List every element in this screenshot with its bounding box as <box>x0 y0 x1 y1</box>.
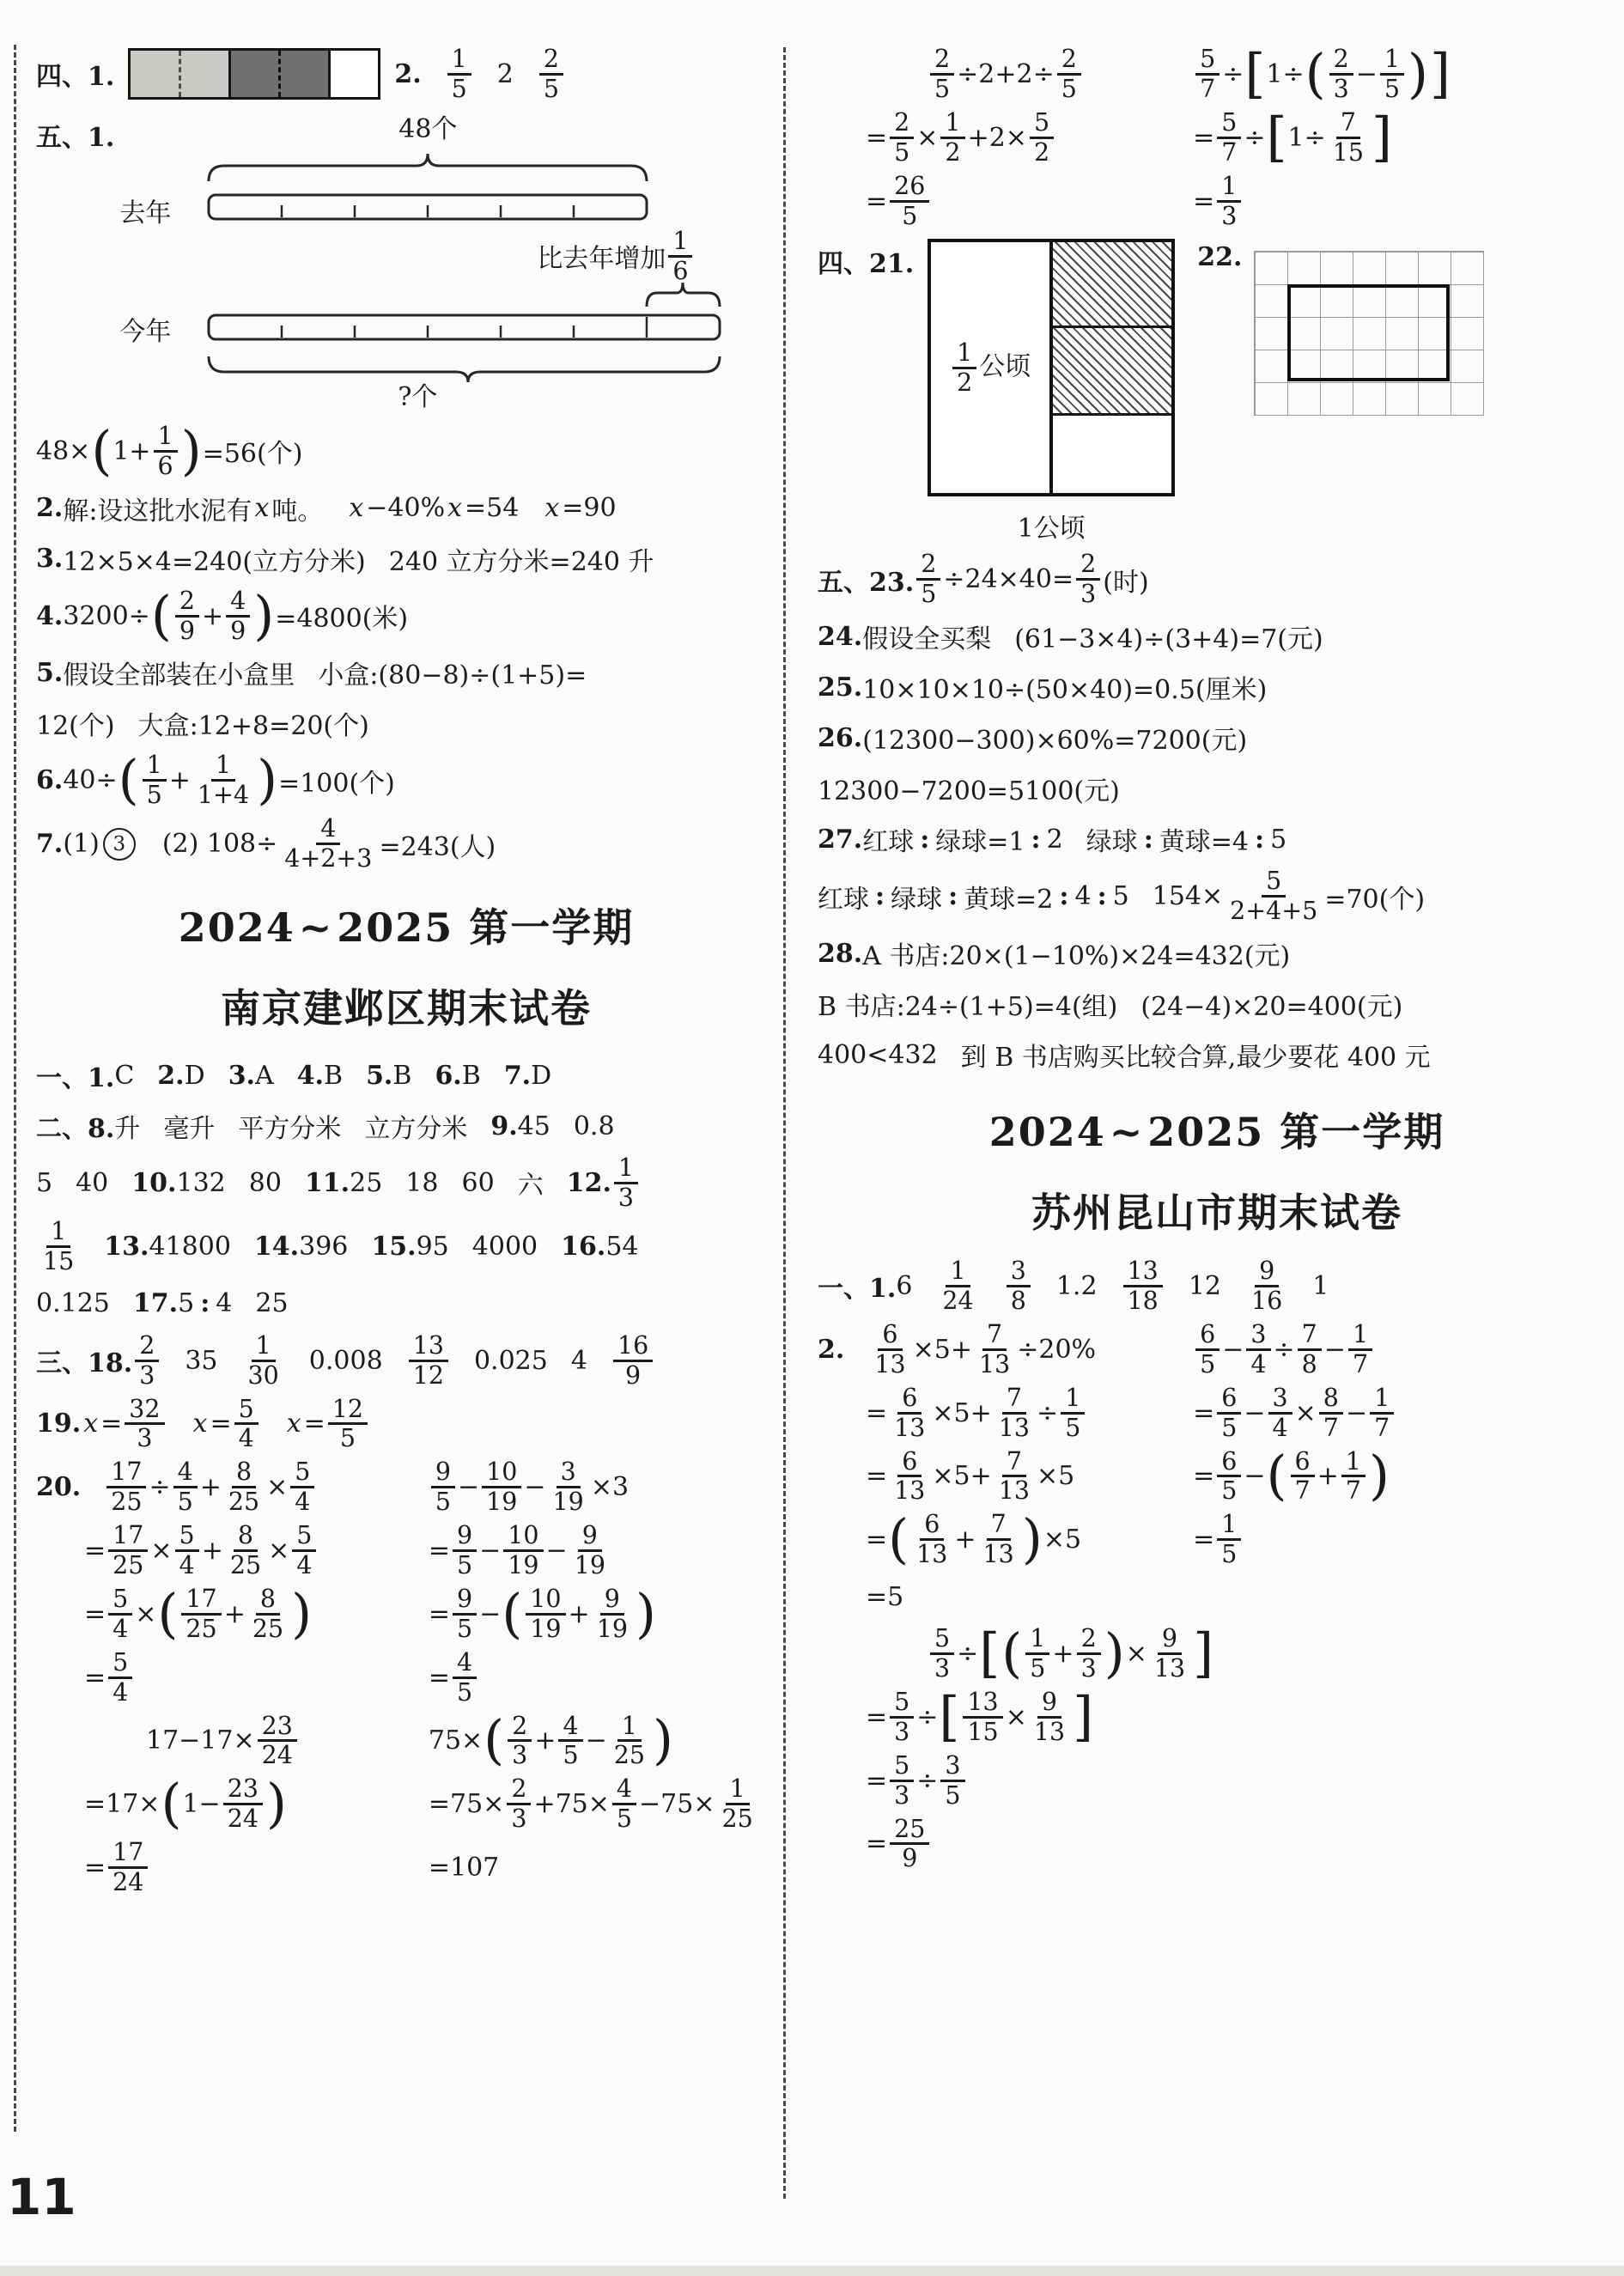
item-label: 22. <box>1197 242 1243 273</box>
answer-line <box>818 1622 1616 1684</box>
right-column <box>818 40 1616 1878</box>
answer-line <box>36 701 776 745</box>
math-text: 17−17× 23 24 <box>146 1713 300 1770</box>
square-right-half <box>1053 242 1171 493</box>
math-text: 20. 17 25 ÷ 4 5 + 8 25 × 5 4 <box>36 1458 317 1516</box>
math-text: 48× ( 1+ 1 6 ) =56(个) <box>36 419 303 482</box>
increase-label: 比去年增加 1 6 <box>537 228 695 285</box>
math-text: 4. 3200÷ ( 2 9 + 4 9 ) =4800(米) <box>36 584 409 647</box>
math-text: = 25 9 <box>866 1816 932 1873</box>
answer-line <box>36 537 776 581</box>
answer-line <box>818 614 1616 659</box>
item-label: 五、1. <box>36 122 115 153</box>
hatched-section <box>1053 242 1171 327</box>
white-section <box>1053 416 1171 493</box>
answer-line <box>818 867 1616 925</box>
last-year-label: 去年 <box>119 198 172 228</box>
math-text-right: = 6 5 − ( 6 7 + 1 7 ) <box>1193 1445 1390 1507</box>
this-year-bar <box>209 315 720 339</box>
item-label: 四、21. <box>818 249 915 280</box>
math-text-right: = 6 5 − 3 4 × 8 7 − 1 7 <box>1193 1384 1396 1442</box>
bar-segment-light <box>179 51 228 97</box>
answer-line <box>818 173 1616 230</box>
answer-line <box>818 817 1616 861</box>
top-brace <box>209 154 647 181</box>
answer-line <box>36 749 776 812</box>
answer-row-section5-item1 <box>36 109 776 417</box>
math-text: 1 15 13. 41800 14. 396 15. 95 4000 16. 54 <box>43 1216 639 1275</box>
item-label: 四、1. <box>36 62 115 93</box>
exam-title-city: 苏州昆山市期末试卷 <box>1031 1190 1402 1237</box>
math-text: = 17 25 × 5 4 + 8 25 × 5 4 <box>84 1522 319 1579</box>
answer-line <box>36 815 776 873</box>
math-text: 26. (12300−300)×60%=7200(元) <box>818 722 1248 757</box>
math-text: = 17 24 <box>84 1839 150 1896</box>
answers-group <box>36 419 776 873</box>
math-text: 6. 40÷ ( 1 5 + 1 1+4 ) =100(个) <box>36 749 395 812</box>
answer-line <box>36 650 776 695</box>
math-text: = ( 6 13 + 7 13 ) ×5 <box>866 1508 1082 1571</box>
answer-line <box>36 1281 776 1326</box>
answer-text: 2. 1 5 2 2 5 <box>394 46 566 103</box>
math-text-right: = 1 3 <box>1193 173 1244 230</box>
math-text: = 5 4 × ( 17 25 + 8 25 ) <box>84 1582 313 1645</box>
answer-line <box>818 665 1616 709</box>
math-text: 红球 : 绿球 : 黄球=2 : 4 : 5 154× 5 2+4+5 =70(个) <box>818 867 1426 926</box>
math-text-right: 75× ( 2 3 + 4 5 − 1 25 ) <box>428 1709 673 1772</box>
answer-line <box>818 1257 1616 1315</box>
answer-line <box>818 1384 1616 1442</box>
math-text: = 6 13 ×5+ 7 13 ÷ 1 5 <box>866 1384 1087 1442</box>
square-left-half <box>931 242 1053 493</box>
answer-line <box>36 1104 776 1148</box>
math-text-right: = 5 7 ÷ [ 1÷ 7 15 ] <box>1193 106 1393 168</box>
answer-line <box>36 1522 776 1579</box>
answer-line <box>818 1574 1616 1619</box>
math-text-right: = 4 5 <box>429 1649 479 1707</box>
math-text: = 26 5 <box>866 173 932 230</box>
bold-rectangle <box>1287 284 1450 381</box>
line-segment-diagram <box>114 109 776 417</box>
math-text: 二、8. 升 毫升 平方分米 立方分米 9. 45 0.8 <box>36 1111 615 1145</box>
answer-line <box>818 715 1616 760</box>
math-text: 0.125 17. 5 : 4 25 <box>36 1288 289 1319</box>
answer-line <box>818 551 1616 608</box>
total-label: 48个 <box>398 113 458 144</box>
grid-rectangle-diagram <box>1254 251 1484 416</box>
answer-line <box>36 1154 776 1212</box>
bar-segment-light <box>131 51 178 97</box>
answer-line <box>818 1445 1616 1507</box>
left-margin-dashed-rule <box>14 45 16 2132</box>
math-text: 400<432 到 B 书店购买比较合算,最少要花 400 元 <box>818 1039 1431 1074</box>
math-text: 三、18. 2 3 35 1 30 0.008 13 12 0.025 4 16 9 <box>36 1332 655 1390</box>
math-text: = 5 3 ÷ [ 13 15 × 9 13 ] <box>866 1685 1094 1748</box>
math-text: 12300−7200=5100(元) <box>818 776 1120 807</box>
hectare-square-diagram <box>928 239 1175 545</box>
answer-line <box>36 1709 776 1772</box>
page-number: 11 <box>7 2168 76 2226</box>
answers-group <box>818 42 1616 230</box>
scan-edge <box>0 2266 1624 2276</box>
question-label: ?个 <box>398 381 438 412</box>
answer-line <box>36 1396 776 1453</box>
answer-line <box>36 584 776 647</box>
math-text-right: = 9 5 − ( 10 19 + 9 19 ) <box>428 1582 656 1645</box>
math-text: 24. 假设全买梨 (61−3×4)÷(3+4)=7(元) <box>818 621 1323 655</box>
column-divider-dashed-rule <box>783 47 786 2199</box>
math-text: = 6 13 ×5+ 7 13 ×5 <box>866 1446 1075 1506</box>
math-text: = 5 4 <box>84 1649 135 1707</box>
math-text: 一、1. 6 1 24 3 8 1.2 13 18 12 9 16 1 <box>818 1257 1329 1315</box>
math-text: 3. 12×5×4=240(立方分米) 240 立方分米=240 升 <box>36 544 654 577</box>
half-hectare-label: $\frac{1}{2}$ 公顷 <box>950 339 1031 397</box>
answer-line <box>36 1839 776 1896</box>
math-text: 19. x = 32 3 x = 5 4 x = 12 5 <box>36 1396 370 1453</box>
answers-group <box>818 1257 1616 1872</box>
math-text: 2. 6 13 ×5+ 7 13 ÷20% <box>818 1319 1097 1378</box>
answer-row-section4-item1 <box>36 46 776 103</box>
math-text-right: = 1 5 <box>1193 1511 1244 1568</box>
math-text: 25. 10×10×10÷(50×40)=0.5(厘米) <box>818 672 1268 706</box>
math-text: 7. (1) 3 (2) 108÷ 4 4+2+3 =243(人) <box>36 814 496 873</box>
math-text-right: 9 5 − 10 19 − 3 19 ×3 <box>429 1458 629 1516</box>
math-text-right: =107 <box>428 1853 500 1883</box>
exam-title-term: 2024~2025 第一学期 <box>178 904 635 952</box>
answer-line <box>818 1816 1616 1873</box>
math-text: =17× ( 1− 23 24 ) <box>84 1773 287 1835</box>
answers-group <box>36 1053 776 1896</box>
left-column <box>36 40 776 1902</box>
exam-title-district: 南京建邺区期末试卷 <box>221 985 592 1032</box>
one-hectare-label: 1公顷 <box>1017 514 1086 545</box>
answer-line <box>36 1775 776 1833</box>
answer-line <box>818 931 1616 976</box>
answer-line <box>818 1321 1616 1378</box>
answer-line <box>818 1508 1616 1571</box>
bar-segment-dark <box>228 51 278 97</box>
math-text-right: =75× 2 3 +75× 4 5 −75× 1 25 <box>428 1774 753 1834</box>
hatched-section <box>1053 328 1171 416</box>
answer-line <box>818 106 1616 168</box>
math-text: 5. 假设全部装在小盒里 小盒:(80−8)÷(1+5)= <box>36 657 587 691</box>
math-text-right: 5 7 ÷ [ 1÷ ( 2 3 − 1 5 ) ] <box>1193 46 1451 103</box>
increase-brace <box>647 283 720 307</box>
math-text: 28. A 书店:20×(1−10%)×24=432(元) <box>818 938 1291 972</box>
math-text: 五、23. 2 5 ÷24×40= 2 3 (时) <box>818 550 1149 609</box>
answer-line <box>818 1032 1616 1077</box>
this-year-label: 今年 <box>119 316 172 347</box>
answer-line <box>818 982 1616 1026</box>
answer-line <box>36 1582 776 1645</box>
answer-line <box>36 1458 776 1516</box>
answer-row-area-diagrams <box>818 235 1616 545</box>
math-text: 27. 红球 : 绿球=1 : 2 绿球 : 黄球=4 : 5 <box>818 824 1287 858</box>
answer-line <box>818 1752 1616 1810</box>
bar-segment-white <box>328 51 378 97</box>
math-text: 2 5 ÷2+2÷ 2 5 <box>928 46 1084 103</box>
answer-line <box>36 419 776 482</box>
math-text-right: = 9 5 − 10 19 − 9 19 <box>428 1521 605 1580</box>
math-text: B 书店:24÷(1+5)=4(组) (24−4)×20=400(元) <box>818 992 1403 1023</box>
math-text: 5 40 10. 132 80 11. 25 18 60 六 12. 1 3 <box>36 1154 641 1212</box>
exam-title-term: 2024~2025 第一学期 <box>988 1109 1445 1156</box>
answer-line <box>36 1332 776 1390</box>
answer-line <box>36 1218 776 1275</box>
answer-line <box>36 1053 776 1098</box>
answer-line <box>818 766 1616 811</box>
math-text: 5 3 ÷ [ ( 1 5 + 2 3 ) × 9 13 ] <box>928 1625 1214 1683</box>
shaded-bar-diagram <box>128 48 380 100</box>
math-text: =5 <box>866 1581 904 1612</box>
hectare-square <box>928 239 1175 496</box>
math-text: 12(个) 大盒:12+8=20(个) <box>36 711 369 742</box>
answer-line <box>36 1649 776 1707</box>
bottom-brace <box>209 356 720 382</box>
math-text: 一、1. C 2. D 3. A 4. B 5. B 6. B 7. D <box>36 1060 552 1094</box>
answer-line <box>818 42 1616 105</box>
bar-segment-dark <box>278 51 328 97</box>
answer-line <box>818 1685 1616 1748</box>
math-text: = 5 3 ÷ 3 5 <box>866 1752 968 1810</box>
answer-line <box>36 486 776 531</box>
math-text: 2. 解:设这批水泥有 x 吨。 x −40% x =54 x =90 <box>36 493 617 526</box>
math-text: = 2 5 × 1 2 +2× 5 2 <box>866 109 1056 167</box>
answers-group <box>818 551 1616 1077</box>
math-text-right: 6 5 − 3 4 ÷ 7 8 − 1 7 <box>1193 1321 1375 1378</box>
